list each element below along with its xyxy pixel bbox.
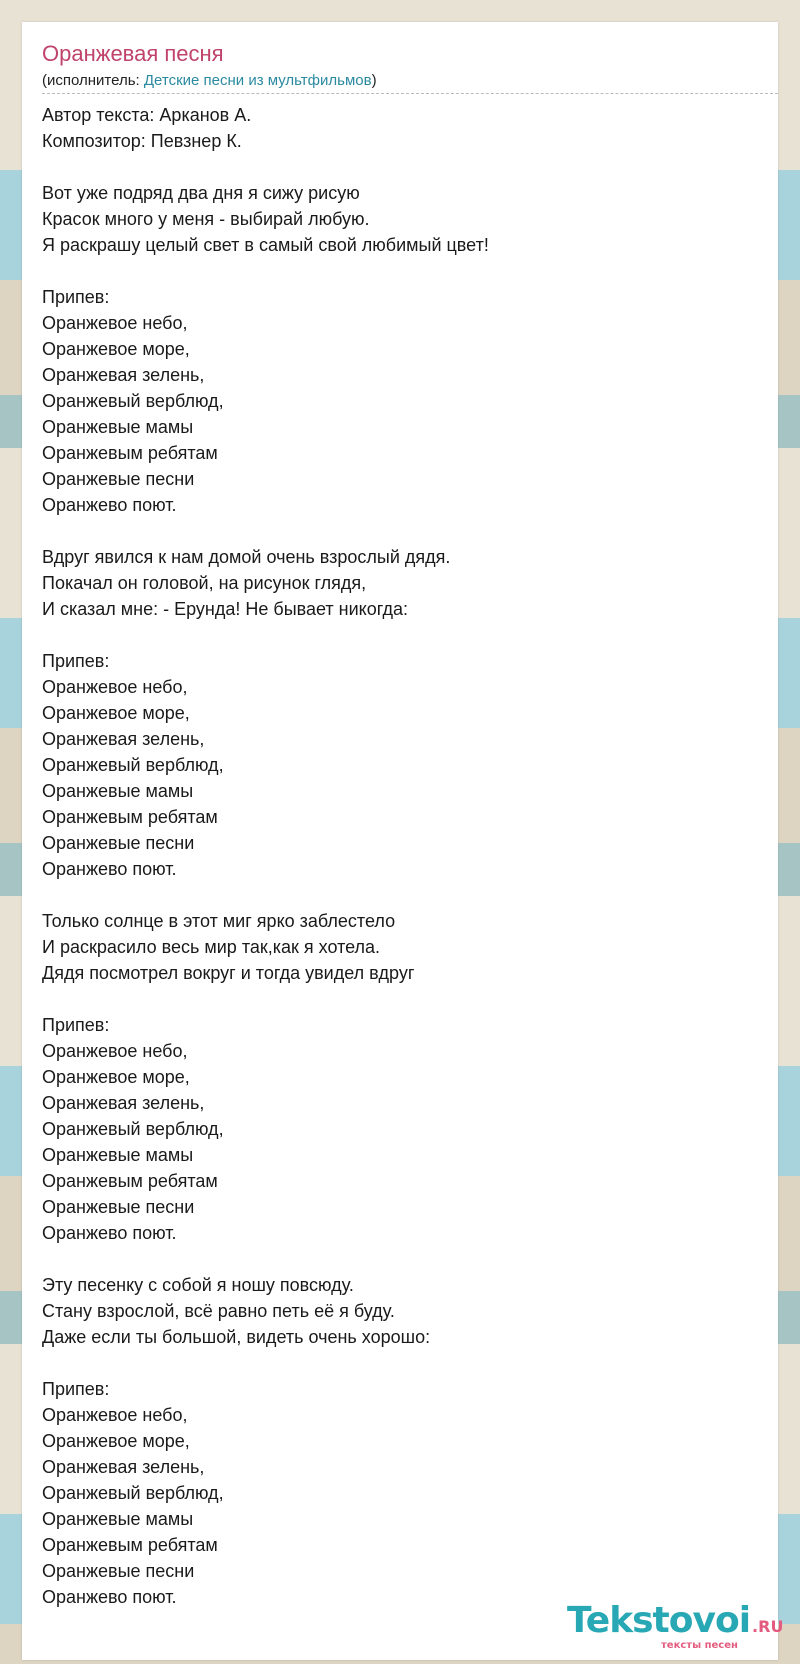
site-logo[interactable]: [567, 1600, 784, 1651]
artist-suffix: ): [371, 72, 377, 89]
lyrics-text: Автор текста: Арканов А. Композитор: Певзнер К. Вот уже подряд два дня я сижу рисую Красок много у меня - выбирай любую. Я раскрашу целый свет в самый свой любимый цвет! Припев: Оранжевое небо, Оранжевое море, Оранжевая зелень, Оранжевый верблюд, Оранжевые мамы Оранжевым ребятам Оранжевые песни Оранжево поют. Вдруг явился к нам домой очень взрослый дядя. Покачал он головой, на рисунок глядя, И сказал мне: - Ерунда! Не бывает никогда: Припев: Оранжевое небо, Оранжевое море, Оранжевая зелень, Оранжевый верблюд, Оранжевые мамы Оранжевым ребятам Оранжевые песни Оранжево поют. Только солнце в этот миг ярко заблестело И раскрасило весь мир так,как я хотела. Дядя посмотрел вокруг и тогда увидел вдруг Припев: Оранжевое небо, Оранжевое море, Оранжевая зелень, Оранжевый верблюд, Оранжевые мамы Оранжевым ребятам Оранжевые песни Оранжево поют. Эту песенку с собой я ношу повсюду. Стану взрослой, всё равно петь её я буду. Даже если ты большой, видеть очень хорошо: Припев: Оранжевое небо, Оранжевое море, Оранжевая зелень, Оранжевый верблюд, Оранжевые мамы Оранжевым ребятам Оранжевые песни Оранжево поют.: [42, 105, 489, 1607]
logo-main: Tekstovoi: [567, 1600, 751, 1641]
logo-tagline: тексты песен: [661, 1640, 738, 1651]
logo-tld: .RU: [752, 1617, 784, 1636]
artist-link[interactable]: Детские песни из мультфильмов: [143, 72, 372, 89]
artist-line: [42, 72, 377, 89]
song-title: Оранжевая песня: [42, 41, 224, 66]
lyrics-card: [22, 22, 784, 1660]
artist-prefix: (исполнитель:: [42, 72, 144, 89]
divider: [42, 93, 778, 94]
